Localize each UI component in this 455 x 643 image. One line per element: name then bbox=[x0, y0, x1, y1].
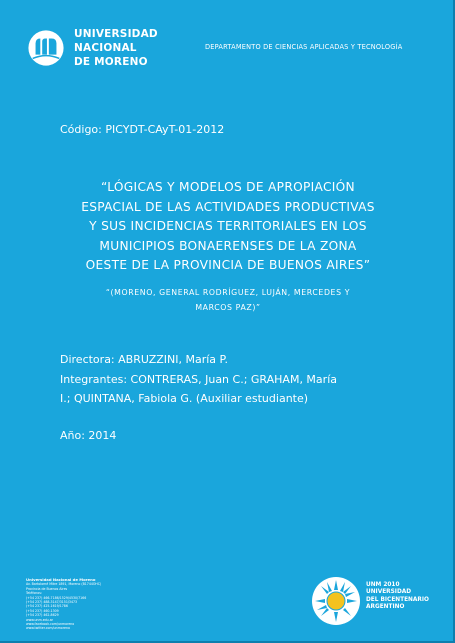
sun-logo-icon bbox=[311, 576, 361, 626]
footer-line: (+54 237) 462-8629 bbox=[26, 613, 59, 618]
members-line-cont: I.; QUINTANA, Fabiola G. (Auxiliar estudiante) bbox=[60, 392, 309, 405]
document-subtitle bbox=[40, 286, 416, 315]
university-name bbox=[74, 27, 158, 69]
subtitle-line: MARCOS PAZ)” bbox=[195, 302, 261, 312]
footer-link[interactable]: www.unm.edu.ar bbox=[26, 617, 53, 622]
year: Año: 2014 bbox=[60, 429, 117, 442]
bicentenario-line: DEL BICENTENARIO bbox=[366, 596, 429, 603]
title-line: Y SUS INCIDENCIAS TERRITORIALES EN LOS bbox=[89, 219, 367, 233]
bicentenario-line: ARGENTINO bbox=[366, 603, 405, 610]
title-line: “LÓGICAS Y MODELOS DE APROPIACIÓN bbox=[101, 180, 355, 194]
bicentenario-label bbox=[366, 582, 429, 611]
footer-line: Universidad Nacional de Moreno bbox=[26, 577, 96, 582]
department-name: DEPARTAMENTO DE CIENCIAS APLICADAS Y TECNOLOGÍA bbox=[205, 43, 403, 51]
director-line: Directora: ABRUZZINI, María P. bbox=[60, 353, 228, 366]
university-line-2: NACIONAL bbox=[74, 42, 137, 54]
footer-link[interactable]: www.facebook.com/unmoreno bbox=[26, 622, 75, 627]
bicentenario-line: UNIVERSIDAD bbox=[366, 589, 412, 596]
university-line-1: UNIVERSIDAD bbox=[74, 28, 158, 40]
footer-line: (+54 237) 488-3147/3151/3473 bbox=[26, 600, 78, 605]
footer-line: Provincia de Buenos Aires bbox=[26, 586, 68, 591]
footer-link[interactable]: www.twitter.com/unmoreno bbox=[26, 626, 70, 631]
footer-line: Av. Bartolomé Mitre 1891, Moreno (B1744OHC) bbox=[26, 582, 102, 587]
title-line: ESPACIAL DE LAS ACTIVIDADES PRODUCTIVAS bbox=[81, 199, 375, 214]
footer-contact bbox=[26, 578, 101, 631]
footer-line: (+54 237) 460-1309 bbox=[26, 608, 59, 613]
project-team bbox=[60, 350, 337, 409]
unm-logo-icon bbox=[27, 28, 65, 68]
title-line: MUNICIPIOS BONAERENSES DE LA ZONA bbox=[99, 238, 357, 253]
subtitle-line: “(MORENO, GENERAL RODRÍGUEZ, LUJÁN, MERCEDES Y bbox=[105, 288, 351, 297]
members-line: Integrantes: CONTRERAS, Juan C.; GRAHAM, María bbox=[60, 372, 337, 386]
footer-line: (+54 237) 425-1619/1786 bbox=[26, 604, 68, 609]
footer-line: (+54 237) 466-7186/1529/4530/7166 bbox=[26, 595, 87, 600]
project-code: Código: PICYDT-CAyT-01-2012 bbox=[60, 123, 225, 136]
university-line-3: DE MORENO bbox=[74, 56, 148, 68]
bicentenario-line: UNM 2010 bbox=[366, 582, 400, 588]
footer-line: Teléfonos: bbox=[26, 591, 42, 596]
title-line: OESTE DE LA PROVINCIA DE BUENOS AIRES” bbox=[85, 258, 371, 272]
document-title bbox=[40, 178, 416, 276]
